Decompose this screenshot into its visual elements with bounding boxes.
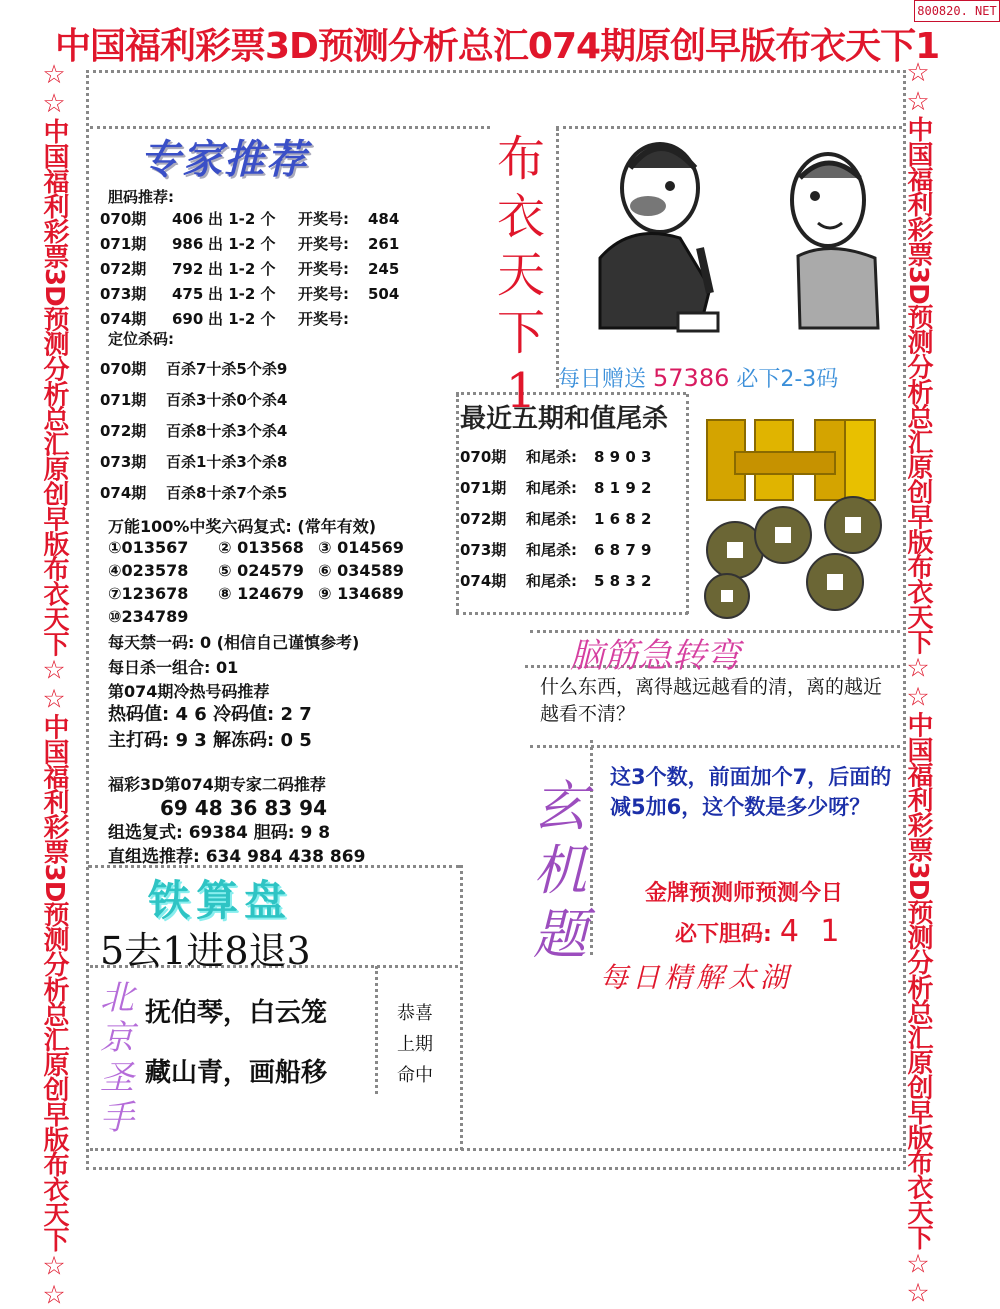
buyi-char: 衣 [496, 189, 545, 245]
congrats-block [390, 998, 440, 1091]
sum-tail-numbers: 1 6 8 2 [594, 510, 652, 528]
brain-teaser-riddle: 什么东西，离得越远越看的清，离的越近越看不清？ [540, 676, 883, 725]
sum-tail-period: 073期 [460, 541, 507, 559]
two-code-label: 福彩3D第074期专家二码推荐 [108, 775, 326, 794]
dan-period: 073期 [100, 285, 147, 303]
dan-text: 出 1-2 个 [208, 210, 276, 228]
six-code-row [108, 561, 404, 580]
kill-text: 百杀1十杀3个杀8 [166, 453, 288, 471]
divider [460, 865, 463, 1150]
divider [530, 745, 900, 748]
dan-text: 出 1-2 个 [208, 310, 276, 328]
buyi-char: 1 [505, 363, 537, 419]
dan-period: 071期 [100, 235, 147, 253]
kill-label: 定位杀码: [108, 330, 174, 348]
six-code: ⑧ 124679 [218, 584, 304, 603]
six-code-row [108, 607, 318, 626]
direct-line: 直组选推荐: 634 984 438 869 [108, 847, 366, 867]
six-code: ⑥ 034589 [318, 561, 404, 580]
sum-tail-row [460, 539, 651, 560]
kill-combo-line: 每日杀一组合: 01 [108, 658, 239, 677]
six-code: ④023578 [108, 561, 189, 580]
sum-tail-label: 和尾杀: [526, 541, 577, 559]
sum-tail-label: 和尾杀: [526, 448, 577, 466]
sum-tail-numbers: 6 8 7 9 [594, 541, 652, 559]
six-code-row [108, 538, 404, 557]
six-code: ⑩234789 [108, 607, 189, 626]
dan-period: 074期 [100, 310, 147, 328]
brain-teaser-title: 脑筋急转弯 [570, 636, 740, 676]
sum-tail-numbers: 8 1 9 2 [594, 479, 652, 497]
kill-period: 071期 [100, 391, 147, 409]
divider [375, 966, 378, 1094]
beijing-shengshou-title [96, 978, 138, 1138]
buyi-vertical-title [492, 130, 550, 420]
six-code: ①013567 [108, 538, 189, 557]
sum-tail-row [460, 570, 651, 591]
divider [90, 1148, 902, 1151]
poem-line-1: 抚伯琴，白云笼 [145, 998, 328, 1028]
dan-row [100, 308, 368, 329]
beijing-char: 京 [100, 1018, 134, 1058]
right-vertical-banner: ☆☆中国福利彩票3D预测分析总汇原创早版布衣天下☆☆中国福利彩票3D预测分析总汇原创早版布衣天下☆☆ [903, 58, 933, 1308]
kill-text: 百杀7十杀5个杀9 [166, 360, 288, 378]
beijing-char: 北 [100, 978, 134, 1018]
dan-row [100, 233, 399, 254]
tiesuan-text: 5去1进8退3 [100, 929, 311, 973]
daily-gift [558, 362, 838, 393]
sum-tail-label: 和尾杀: [526, 510, 577, 528]
sum-tail-period: 071期 [460, 479, 507, 497]
kill-period: 072期 [100, 422, 147, 440]
dan-draw-label: 开奖号: [298, 260, 349, 278]
dan-period: 072期 [100, 260, 147, 278]
dan-draw-label: 开奖号: [298, 310, 349, 328]
kill-row [100, 389, 287, 410]
kill-text: 百杀3十杀0个杀4 [166, 391, 288, 409]
six-code: ⑤ 024579 [218, 561, 304, 580]
kill-text: 百杀8十杀7个杀5 [166, 484, 288, 502]
dan-row [100, 258, 399, 279]
kill-row [100, 451, 287, 472]
dan-draw: 245 [368, 260, 400, 278]
gold-prediction-numbers: 4 1 [779, 914, 846, 949]
sum-tail-row [460, 508, 651, 529]
buyi-char: 布 [496, 131, 545, 187]
xuanji-question: 这3个数，前面加个7，后面的减5加6，这个数是多少呀？ [610, 765, 892, 819]
sum-tail-period: 074期 [460, 572, 507, 590]
gold-bars-coins-icon [695, 410, 895, 620]
dan-draw-label: 开奖号: [298, 210, 349, 228]
two-men-cartoon-icon [560, 128, 900, 356]
kill-period: 073期 [100, 453, 147, 471]
sum-tail-numbers: 8 9 0 3 [594, 448, 652, 466]
kill-row [100, 358, 287, 379]
kill-row [100, 482, 287, 503]
divider [590, 740, 593, 955]
poem-line-2: 藏山青，画船移 [145, 1058, 328, 1088]
daily-gift-number: 57386 [653, 364, 730, 392]
beijing-char: 圣 [100, 1058, 134, 1098]
six-code: ⑦123678 [108, 584, 189, 603]
six-code-label: 万能100%中奖六码复式: (常年有效) [108, 517, 377, 536]
divider [556, 128, 559, 388]
sum-tail-period: 070期 [460, 448, 507, 466]
dan-text: 出 1-2 个 [208, 285, 276, 303]
kill-period: 074期 [100, 484, 147, 502]
six-code-row [108, 584, 404, 603]
buyi-char: 天 [496, 247, 545, 303]
xuanji-title [530, 775, 590, 967]
sum-tail-period: 072期 [460, 510, 507, 528]
xuanji-char: 题 [533, 903, 587, 966]
dan-period: 070期 [100, 210, 147, 228]
sum-tail-numbers: 5 8 3 2 [594, 572, 652, 590]
kill-text: 百杀8十杀3个杀4 [166, 422, 288, 440]
divider [456, 612, 688, 615]
gold-prediction-line2 [675, 914, 846, 949]
congrats-line: 命中 [397, 1065, 433, 1086]
kill-period: 070期 [100, 360, 147, 378]
dan-number: 986 [172, 235, 204, 253]
tiesuan-title: 铁算盘 [148, 876, 293, 925]
sum-tail-label: 和尾杀: [526, 572, 577, 590]
beijing-char: 手 [100, 1098, 134, 1138]
six-code: ③ 014569 [318, 538, 404, 557]
two-code-numbers: 69 48 36 83 94 [160, 796, 328, 820]
dan-label: 胆码推荐: [108, 188, 174, 206]
six-code: ② 013568 [218, 538, 304, 557]
sum-tail-row [460, 446, 651, 467]
taihu-title: 每日精解太湖 [600, 961, 793, 994]
dan-text: 出 1-2 个 [208, 235, 276, 253]
left-vertical-banner: ☆☆中国福利彩票3D预测分析总汇原创早版布衣天下☆☆中国福利彩票3D预测分析总汇原创早版布衣天下☆☆ [39, 60, 69, 1309]
xuanji-char: 玄 [533, 775, 587, 838]
hot-cold-line: 热码值: 4 6 冷码值: 2 7 [108, 704, 312, 725]
dan-draw: 504 [368, 285, 400, 303]
sum-tail-row [460, 477, 651, 498]
gold-prediction-label: 必下胆码: [675, 922, 772, 947]
dan-draw: 261 [368, 235, 400, 253]
ban-one-line: 每天禁一码: 0 (相信自己谨慎参考) [108, 633, 360, 652]
xuanji-char: 机 [533, 839, 587, 902]
gold-prediction-line1: 金牌预测师预测今日 [645, 881, 844, 906]
sum-tail-title: 最近五期和值尾杀 [460, 404, 669, 434]
dan-draw-label: 开奖号: [298, 285, 349, 303]
divider [686, 394, 689, 614]
divider [456, 394, 459, 612]
dan-number: 690 [172, 310, 204, 328]
main-thaw-line: 主打码: 9 3 解冻码: 0 5 [108, 730, 312, 751]
hotcold-label: 第074期冷热号码推荐 [108, 682, 270, 701]
dan-number: 406 [172, 210, 204, 228]
dan-row [100, 208, 399, 229]
dan-draw-label: 开奖号: [298, 235, 349, 253]
sum-tail-label: 和尾杀: [526, 479, 577, 497]
site-badge[interactable]: 800820. NET [914, 0, 1000, 22]
dan-text: 出 1-2 个 [208, 260, 276, 278]
daily-gift-suffix: 必下2-3码 [736, 367, 839, 392]
daily-gift-prefix: 每日赠送 [558, 367, 647, 392]
page-title: 中国福利彩票3D预测分析总汇074期原创早版布衣天下1 [55, 26, 940, 67]
buyi-char: 下 [496, 305, 545, 361]
dan-number: 792 [172, 260, 204, 278]
kill-row [100, 420, 287, 441]
dan-row [100, 283, 399, 304]
six-code: ⑨ 134689 [318, 584, 404, 603]
congrats-line: 恭喜 [397, 1003, 433, 1024]
congrats-line: 上期 [397, 1034, 433, 1055]
group-line: 组选复式: 69384 胆码: 9 8 [108, 823, 331, 843]
dan-draw: 484 [368, 210, 400, 228]
dan-number: 475 [172, 285, 204, 303]
expert-section-title: 专家推荐 [140, 137, 308, 183]
